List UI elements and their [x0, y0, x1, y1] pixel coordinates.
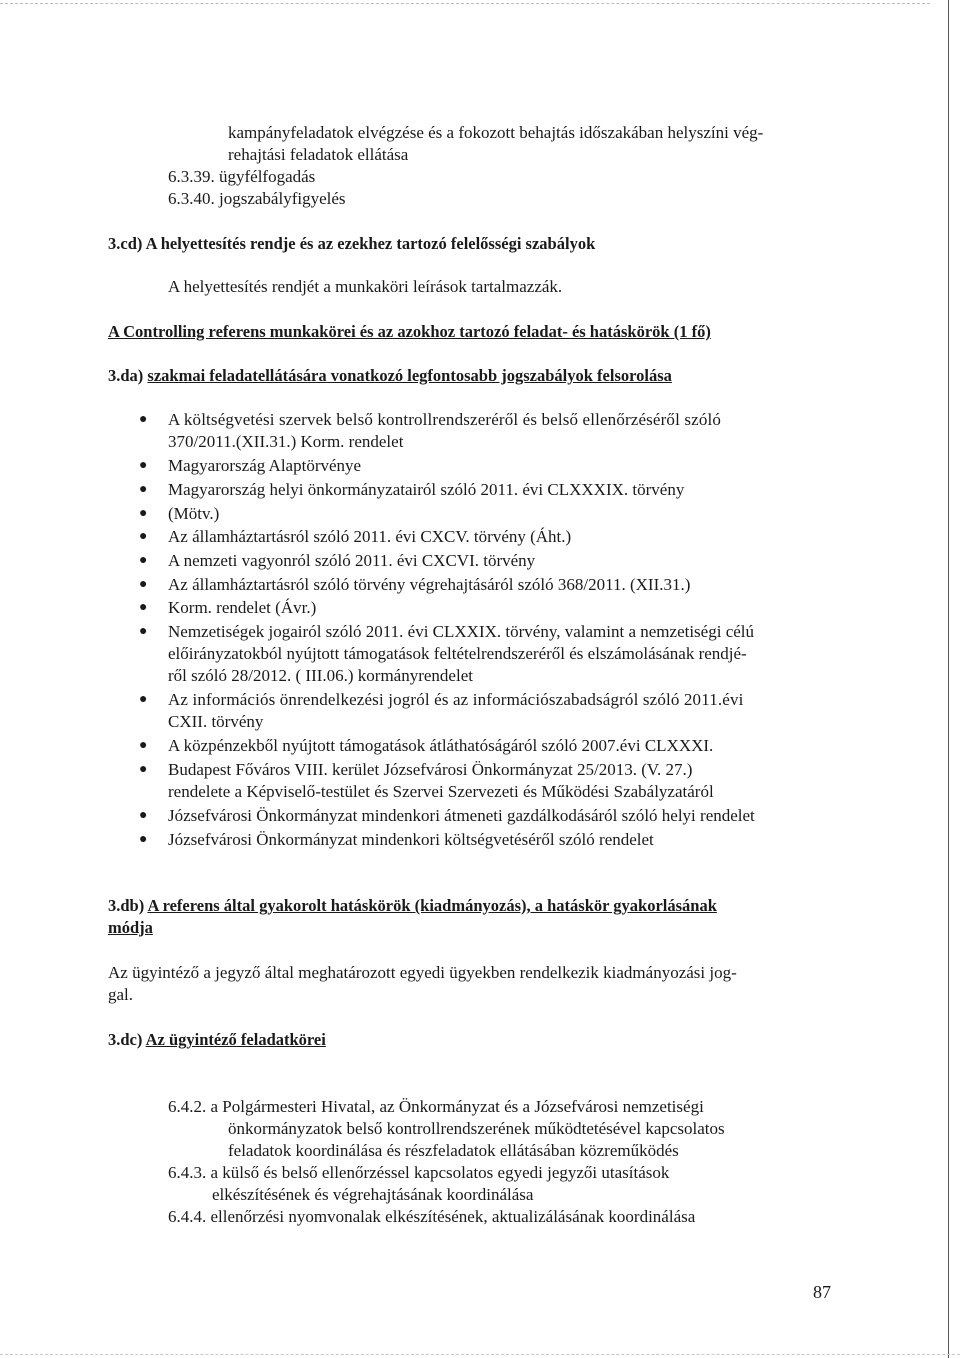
duty-line: elkészítésének és végrehajtásának koordinálása: [212, 1185, 534, 1204]
duty-line: 6.4.4. ellenőrzési nyomvonalak elkészítésének, aktualizálásának koordinálása: [168, 1207, 696, 1226]
intro-line-2: rehajtási feladatok ellátása: [228, 145, 409, 164]
law-list-line: A közpénzekből nyújtott támogatások átláthatóságáról szóló 2007.évi CLXXXI.: [168, 736, 714, 755]
duty-line: önkormányzatok belső kontrollrendszerének működtetésével kapcsolatos: [228, 1119, 725, 1138]
section-db-heading: [108, 895, 717, 917]
controlling-heading: A Controlling referens munkakörei és az azokhoz tartozó feladat- és hatáskörök (1 fő): [108, 322, 711, 341]
law-list-line: Az államháztartásról szóló 2011. évi CXCV. törvény (Áht.): [168, 527, 572, 546]
law-list-line: A nemzeti vagyonról szóló 2011. évi CXCVI. törvény: [168, 551, 536, 570]
section-da-prefix: 3.da): [108, 366, 148, 385]
law-list-line: Az információs önrendelkezési jogról és az információszabadságról szóló 2011.évi: [168, 690, 744, 709]
bullet-icon: ●: [139, 762, 148, 777]
top-scan-edge: [0, 3, 930, 4]
section-db-title-1: A referens által gyakorolt hatáskörök (kiadmányozás), a hatáskör gyakorlásának: [147, 896, 717, 915]
law-list-line: 370/2011.(XII.31.) Korm. rendelet: [168, 432, 404, 451]
bullet-icon: ●: [139, 624, 148, 639]
law-list-line: előirányzatokból nyújtott támogatások feltételrendszeréről és elszámolásának rendjé-: [168, 644, 747, 663]
bullet-icon: ●: [139, 553, 148, 568]
law-list-line: Nemzetiségek jogairól szóló 2011. évi CLXXIX. törvény, valamint a nemzetiségi célú: [168, 622, 755, 641]
section-cd-heading: 3.cd) A helyettesítés rendje és az ezekhez tartozó felelősségi szabályok: [108, 234, 596, 253]
bullet-icon: ●: [139, 600, 148, 615]
item-6-3-40: 6.3.40. jogszabályfigyelés: [168, 189, 346, 208]
page-number: 87: [813, 1282, 831, 1302]
section-dc-heading: [108, 1029, 326, 1051]
duty-line: feladatok koordinálása és részfeladatok ellátásában közreműködés: [228, 1141, 679, 1160]
law-list-line: rendelete a Képviselő-testület és Szervei Szervezeti és Működési Szabályzatáról: [168, 782, 714, 801]
section-db-text-2: gal.: [108, 985, 134, 1004]
law-list-line: Józsefvárosi Önkormányzat mindenkori költségvetéséről szóló rendelet: [168, 830, 654, 849]
section-da-heading: [108, 365, 672, 387]
law-list-line: Józsefvárosi Önkormányzat mindenkori átmeneti gazdálkodásáról szóló helyi rendelet: [168, 806, 755, 825]
bullet-icon: ●: [139, 529, 148, 544]
law-list-line: Budapest Főváros VIII. kerület Józsefvárosi Önkormányzat 25/2013. (V. 27.): [168, 760, 693, 779]
law-list-line: Magyarország Alaptörvénye: [168, 456, 362, 475]
law-list-line: ről szóló 28/2012. ( III.06.) kormányrendelet: [168, 666, 473, 685]
law-list-line: (Mötv.): [168, 504, 220, 523]
bullet-icon: ●: [139, 692, 148, 707]
section-da-title: szakmai feladatellátására vonatkozó legfontosabb jogszabályok felsorolása: [147, 366, 672, 385]
right-scan-edge: [948, 0, 949, 1358]
item-6-3-39: 6.3.39. ügyfélfogadás: [168, 167, 316, 186]
section-db-title-2: módja: [108, 918, 153, 937]
law-list-line: CXII. törvény: [168, 712, 264, 731]
law-list-line: Magyarország helyi önkormányzatairól szóló 2011. évi CLXXXIX. törvény: [168, 480, 685, 499]
bullet-icon: ●: [139, 482, 148, 497]
duty-line: 6.4.3. a külső és belső ellenőrzéssel kapcsolatos egyedi jegyzői utasítások: [168, 1163, 670, 1182]
section-dc-title: Az ügyintéző feladatkörei: [145, 1030, 326, 1049]
intro-line-1: kampányfeladatok elvégzése és a fokozott behajtás időszakában helyszíni vég-: [228, 123, 764, 142]
section-cd-text: A helyettesítés rendjét a munkaköri leírások tartalmazzák.: [168, 277, 563, 296]
bullet-icon: ●: [139, 832, 148, 847]
bullet-icon: ●: [139, 738, 148, 753]
law-list-line: Korm. rendelet (Ávr.): [168, 598, 317, 617]
duty-line: 6.4.2. a Polgármesteri Hivatal, az Önkormányzat és a Józsefvárosi nemzetiségi: [168, 1097, 704, 1116]
bullet-icon: ●: [139, 577, 148, 592]
bullet-icon: ●: [139, 506, 148, 521]
bottom-scan-edge: [0, 1354, 960, 1355]
section-db-prefix: 3.db): [108, 896, 148, 915]
bullet-icon: ●: [139, 458, 148, 473]
law-list-line: A költségvetési szervek belső kontrollrendszeréről és belső ellenőrzéséről szóló: [168, 410, 721, 429]
bullet-icon: ●: [139, 412, 148, 427]
bullet-icon: ●: [139, 808, 148, 823]
section-db-text-1: Az ügyintéző a jegyző által meghatározott egyedi ügyekben rendelkezik kiadmányozási jog-: [108, 963, 737, 982]
section-dc-prefix: 3.dc): [108, 1030, 146, 1049]
law-list-line: Az államháztartásról szóló törvény végrehajtásáról szóló 368/2011. (XII.31.): [168, 575, 691, 594]
